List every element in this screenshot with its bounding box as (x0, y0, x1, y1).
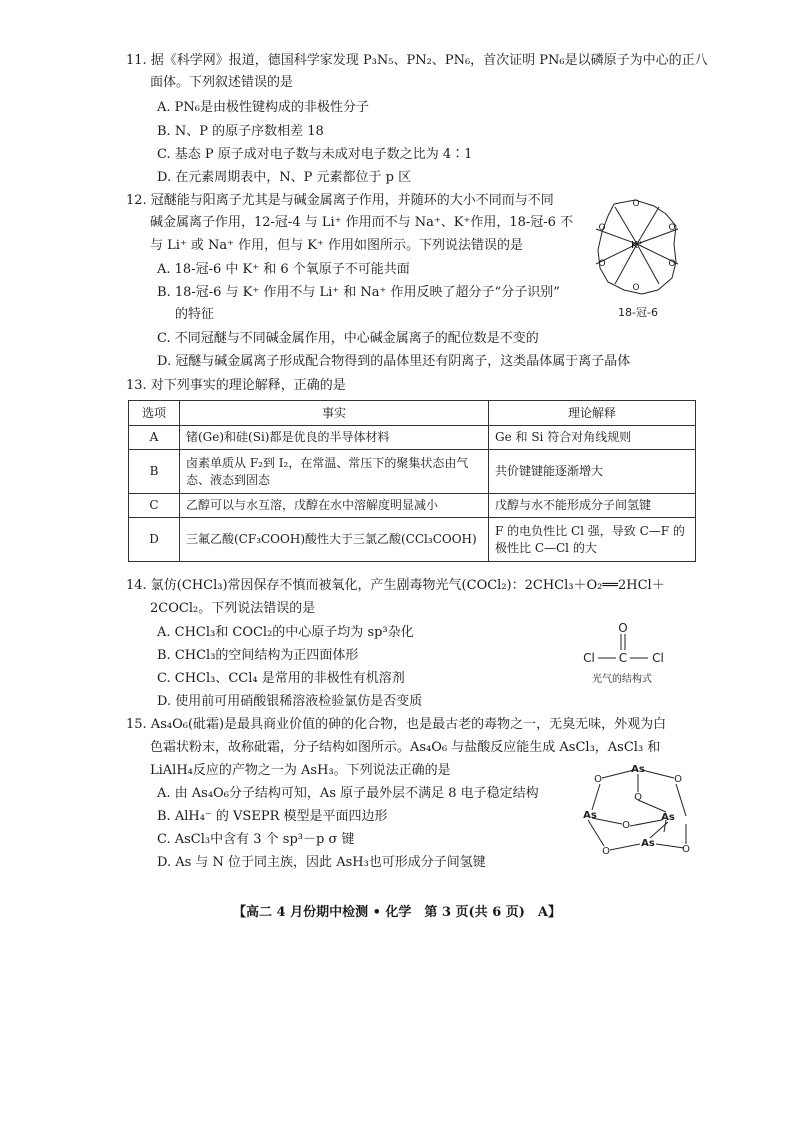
as4o6-figure (580, 760, 700, 860)
row-fact: 乙醇可以与水互溶，戊醇在水中溶解度明显减小 (180, 494, 489, 518)
row-theory: 戊醇与水不能形成分子间氢键 (489, 494, 696, 518)
q14-stem-line1: 14. 氯仿(CHCl₃)常因保存不慎而被氧化，产生剧毒物光气(COCl₂)：2CHCl₃＋O₂══2HCl＋ (126, 578, 665, 593)
q14-option-a: A. CHCl₃和 COCl₂的中心原子均为 sp³杂化 (157, 625, 414, 640)
q12-stem-line3: 与 Li⁺ 或 Na⁺ 作用，但与 K⁺ 作用如图所示。下列说法错误的是 (150, 238, 524, 253)
q15-stem-line2: 色霜状粉末，故称砒霜，分子结构如图所示。As₄O₆ 与盐酸反应能生成 AsCl₃，AsCl₃ 和 (150, 740, 661, 755)
row-option: D (129, 518, 180, 562)
q14-stem-line2: 2COCl₂。下列说法错误的是 (150, 601, 316, 616)
phosgene-cl-left: Cl (583, 651, 595, 665)
table-row (129, 450, 696, 494)
as-atom-right: As (661, 812, 675, 823)
q14-option-b: B. CHCl₃的空间结构为正四面体形 (157, 648, 359, 663)
q12-stem-line1: 12. 冠醚能与阳离子尤其是与碱金属离子作用，并随环的大小不同而与不同 (126, 193, 554, 208)
row-theory: F 的电负性比 Cl 强，导致 C—F 的极性比 C—Cl 的大 (489, 518, 696, 562)
q11-stem-line1: 11. 据《科学网》报道，德国科学家发现 P₃N₅、PN₂、PN₆，首次证明 PN₆是以磷原子为中心的正八 (126, 53, 708, 68)
crown-center-k: K⁺ (631, 240, 643, 251)
q14-option-c: C. CHCl₃、CCl₄ 是常用的非极性有机溶剂 (157, 671, 405, 686)
o-atom-4: O (622, 820, 630, 831)
table-header-row (129, 401, 696, 426)
phosgene-o: O (618, 621, 628, 635)
o-atom-5: O (602, 846, 610, 857)
q11-option-b: B. N、P 的原子序数相差 18 (157, 124, 324, 139)
as-atom-top: As (631, 764, 645, 775)
row-option: B (129, 450, 180, 494)
crown-o-2: O (668, 223, 676, 233)
row-option: A (129, 426, 180, 450)
q13-table (128, 400, 696, 562)
table-row (129, 426, 696, 450)
q15-option-c: C. AsCl₃中含有 3 个 sp³－p σ 键 (157, 832, 355, 847)
row-fact: 三氟乙酸(CF₃COOH)酸性大于三氯乙酸(CCl₃COOH) (180, 518, 489, 562)
header-fact: 事实 (180, 401, 489, 426)
q12-option-c: C. 不同冠醚与不同碱金属作用，中心碱金属离子的配位数是不变的 (157, 331, 539, 346)
q15-option-a: A. 由 As₄O₆分子结构可知，As 原子最外层不满足 8 电子稳定结构 (157, 786, 539, 801)
phosgene-cl-right: Cl (652, 651, 664, 665)
header-theory: 理论解释 (489, 401, 696, 426)
q12-option-b-line1: B. 18-冠-6 与 K⁺ 作用不与 Li⁺ 和 Na⁺ 作用反映了超分子“分子识别” (157, 285, 560, 300)
q11-stem-line2: 面体。下列叙述错误的是 (150, 75, 294, 90)
crown-caption: 18-冠-6 (618, 306, 658, 319)
crown-o-4: O (632, 283, 640, 293)
row-option: C (129, 494, 180, 518)
q12-option-b-line2: 的特征 (175, 307, 215, 322)
as-atom-bottom: As (641, 838, 655, 849)
q14-option-d: D. 使用前可用硝酸银稀溶液检验氯仿是否变质 (157, 694, 423, 709)
q12-stem-line2: 碱金属离子作用，12-冠-4 与 Li⁺ 作用而不与 Na⁺、K⁺作用，18-冠-6 不 (150, 215, 574, 230)
phosgene-c: C (618, 651, 628, 665)
q15-stem-line1: 15. As₄O₆(砒霜)是最具商业价值的砷的化合物，也是最古老的毒物之一，无臭无味，外观为白 (126, 717, 667, 732)
table-row (129, 518, 696, 562)
o-atom-1: O (594, 774, 602, 785)
q11-option-d: D. 在元素周期表中，N、P 元素都位于 p 区 (157, 170, 412, 185)
q11-option-a: A. PN₆是由极性键构成的非极性分子 (157, 100, 369, 115)
table-row (129, 494, 696, 518)
crown-o-5: O (598, 259, 606, 269)
row-fact: 锗(Ge)和硅(Si)都是优良的半导体材料 (180, 426, 489, 450)
o-atom-6: O (682, 844, 690, 855)
crown-o-6: O (598, 223, 606, 233)
crown-ether-figure (580, 186, 700, 326)
q13-stem: 13. 对下列事实的理论解释，正确的是 (126, 378, 346, 393)
o-atom-3: O (634, 792, 642, 803)
as-atom-left: As (583, 810, 597, 821)
q15-option-b: B. AlH₄⁻ 的 VSEPR 模型是平面四边形 (157, 809, 388, 824)
crown-o-3: O (668, 259, 676, 269)
o-atom-2: O (674, 774, 682, 785)
page-footer: 【高二 4 月份期中检测 • 化学 第 3 页(共 6 页) A】 (232, 905, 562, 920)
crown-o-1: O (632, 199, 640, 209)
q12-option-a: A. 18-冠-6 中 K⁺ 和 6 个氧原子不可能共面 (157, 262, 410, 277)
q15-option-d: D. As 与 N 位于同主族，因此 AsH₃也可形成分子间氢键 (157, 855, 486, 870)
q15-stem-line3: LiAlH₄反应的产物之一为 AsH₃。下列说法正确的是 (150, 763, 451, 778)
q11-option-c: C. 基态 P 原子成对电子数与未成对电子数之比为 4∶1 (157, 147, 473, 162)
row-theory: 共价键键能逐渐增大 (489, 450, 696, 494)
row-fact: 卤素单质从 F₂到 I₂，在常温、常压下的聚集状态由气态、液态到固态 (180, 450, 489, 494)
phosgene-figure (582, 620, 692, 690)
phosgene-caption: 光气的结构式 (592, 674, 652, 685)
q12-option-d: D. 冠醚与碱金属离子形成配合物得到的晶体里还有阴离子，这类晶体属于离子晶体 (157, 354, 631, 369)
row-theory: Ge 和 Si 符合对角线规则 (489, 426, 696, 450)
header-option: 选项 (129, 401, 180, 426)
